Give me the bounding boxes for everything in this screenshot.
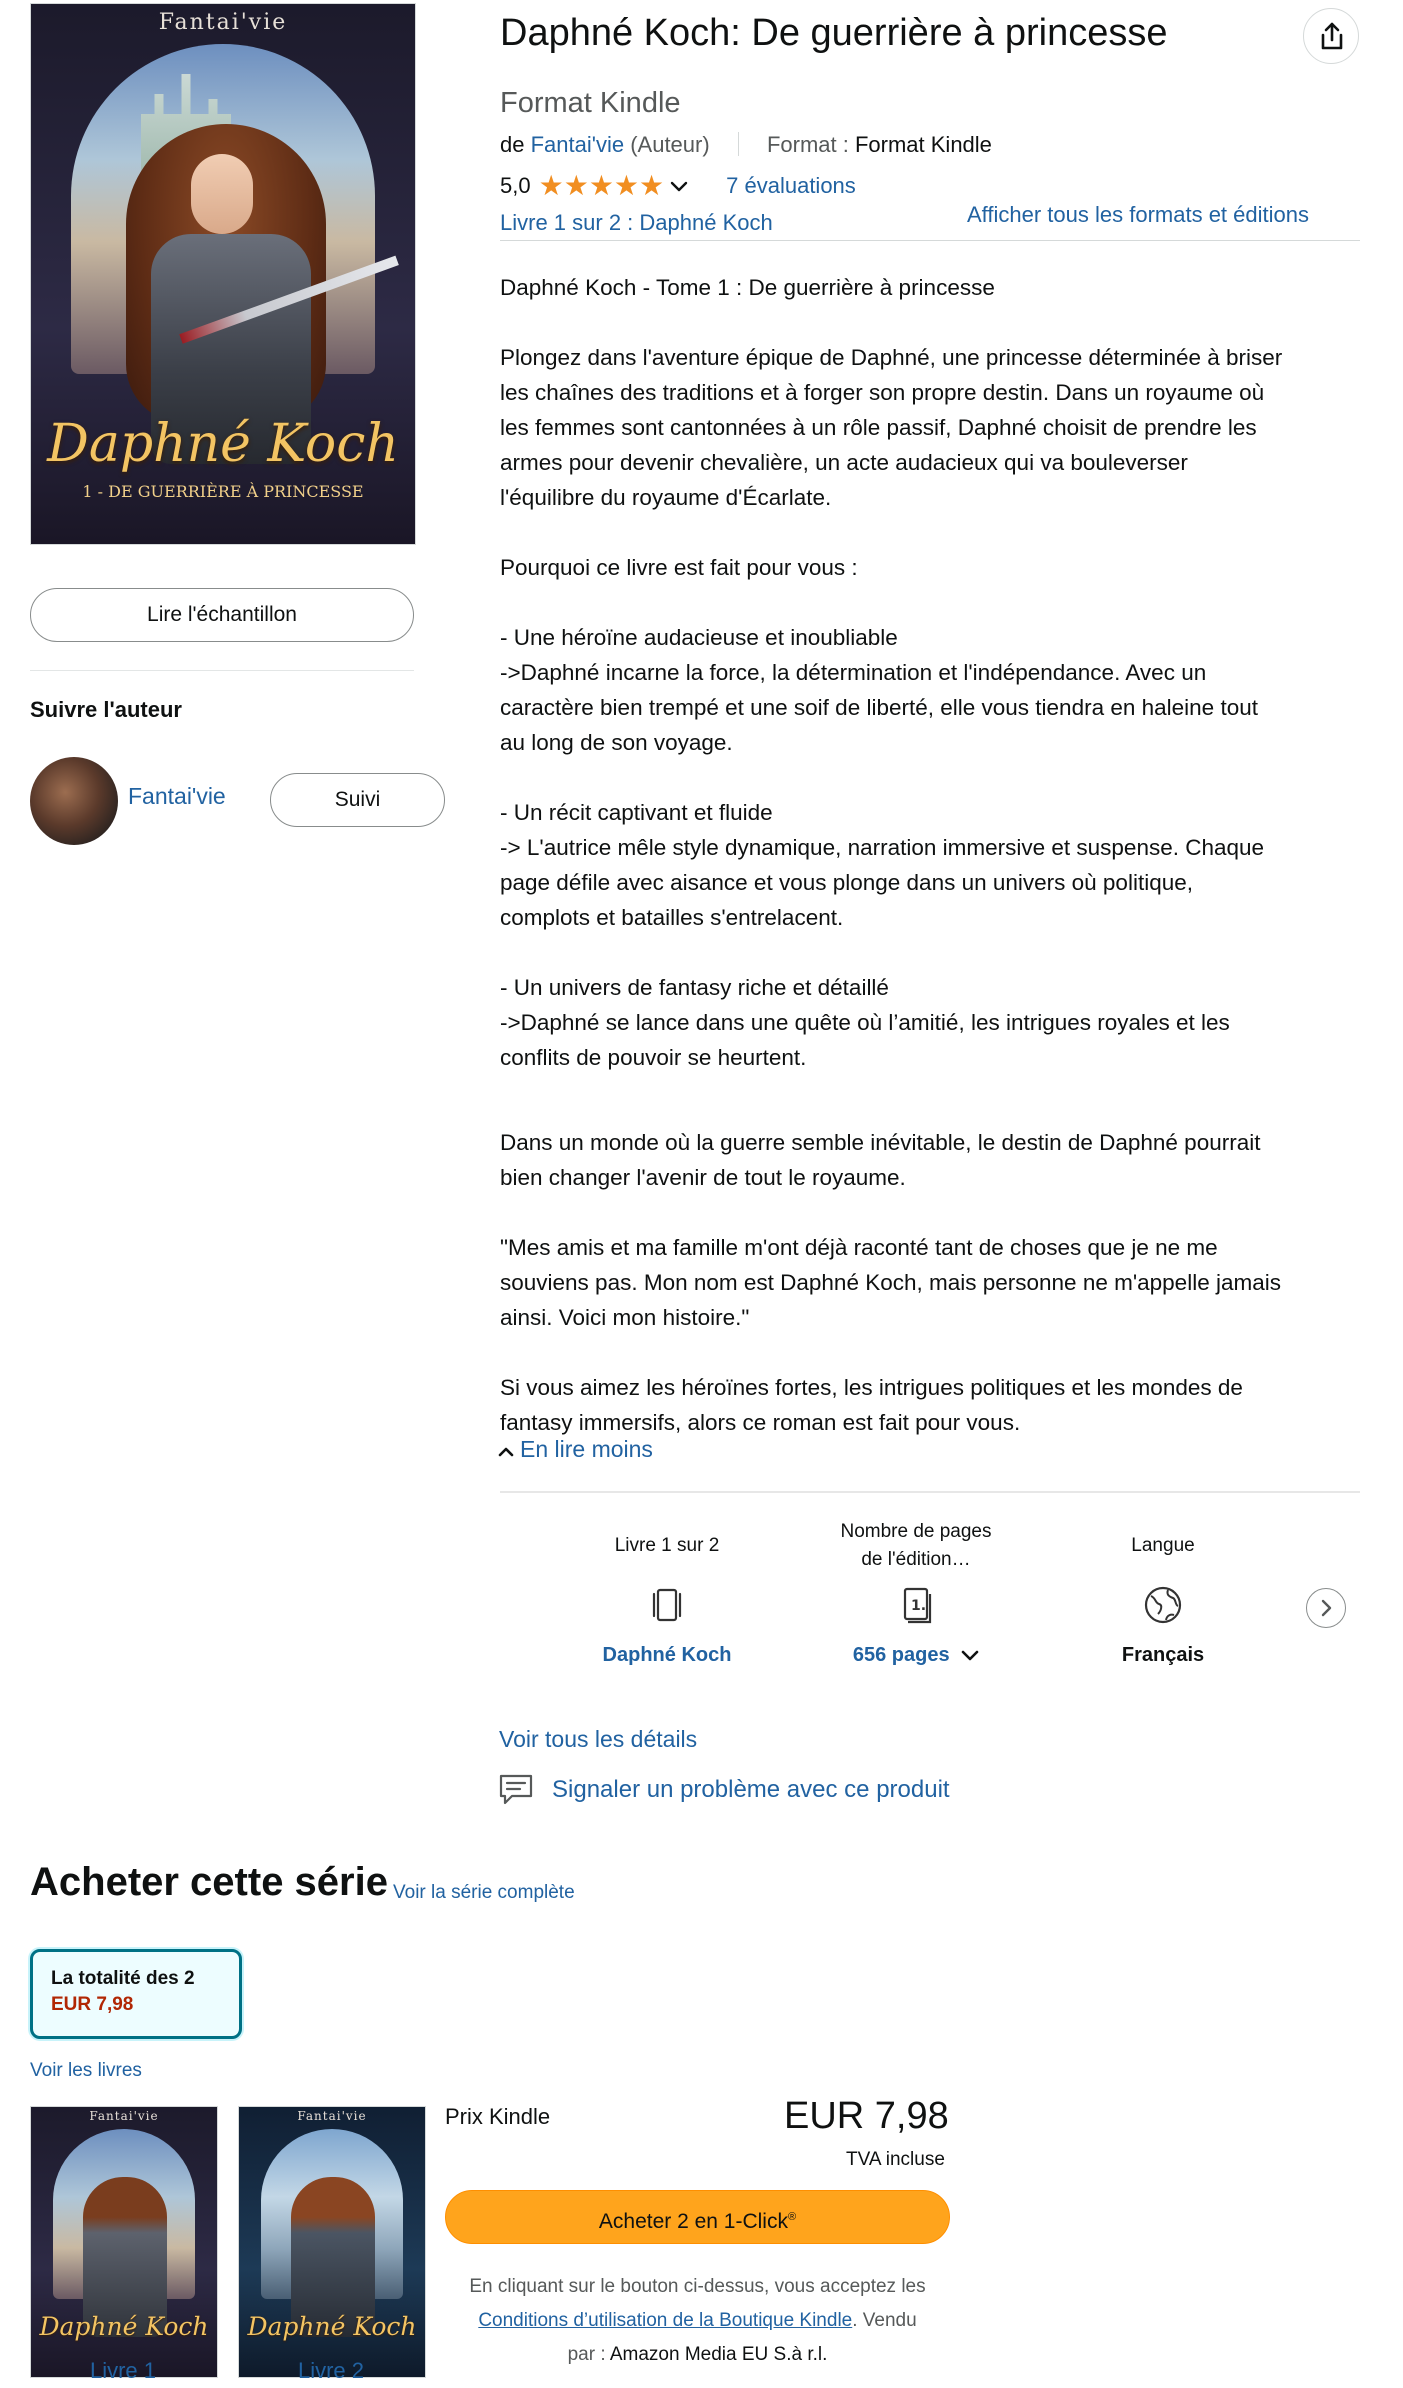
star-icon: ★ [538, 170, 564, 201]
star-icon: ★ [588, 170, 614, 201]
description-paragraph: Pourquoi ce livre est fait pour vous : [500, 555, 858, 580]
report-problem-link[interactable]: Signaler un problème avec ce produit [552, 1776, 950, 1803]
cover-title-text: Daphné Koch [247, 2312, 417, 2341]
svg-text:1.: 1. [911, 1598, 927, 1614]
buy-one-click-button[interactable] [445, 2190, 950, 2244]
divider [500, 1491, 1360, 1493]
chevron-down-icon[interactable] [670, 173, 688, 199]
see-all-details-link[interactable]: Voir tous les détails [499, 1726, 698, 1752]
follow-button[interactable]: Suivi [270, 773, 445, 827]
series-book-1-link[interactable]: Livre 1 [89, 2358, 157, 2383]
series-book-2-cover[interactable] [238, 2106, 426, 2378]
bundle-price: EUR 7,98 [51, 1994, 134, 2015]
series-book-1-cover[interactable] [30, 2106, 218, 2378]
chevron-right-icon [1319, 1599, 1333, 1617]
vat-note: TVA incluse [846, 2149, 945, 2170]
rating-row [500, 172, 856, 200]
cover-subtitle-text: 1 - DE GUERRIÈRE À PRINCESSE [82, 482, 364, 501]
purchase-terms [445, 2270, 950, 2372]
cover-brand-text: Fantai'vie [158, 10, 288, 35]
series-position-link[interactable]: Livre 1 sur 2 : Daphné Koch [500, 210, 773, 235]
byline-separator [738, 132, 739, 156]
seller-name: Amazon Media EU S.à r.l. [609, 2344, 828, 2365]
detail-label: Nombre de pages de l'édition… [840, 1521, 992, 1570]
view-books-link[interactable]: Voir les livres [30, 2060, 142, 2081]
cover-title-text: Daphné Koch [47, 414, 399, 474]
description-paragraph: "Mes amis et ma famille m'ont déjà raconté tant de choses que je ne me souviens pas. Mon nom est Daphné Koch, mais personne ne m'appelle jamais ainsi. Voici mon histoire." [500, 1235, 1281, 1330]
divider [500, 240, 1360, 241]
globe-icon [1053, 1580, 1273, 1630]
buy-button-label: Acheter 2 en 1-Click [598, 2210, 788, 2233]
byline-author-link[interactable]: Fantai'vie [530, 132, 625, 157]
description-paragraph: Dans un monde où la guerre semble inévitable, le destin de Daphné pourrait bien changer l'avenir de tout le royaume. [500, 1130, 1261, 1190]
format-label: Format : [766, 132, 849, 157]
author-name-link[interactable]: Fantai'vie [128, 783, 226, 809]
product-title: Daphné Koch: De guerrière à princesse [500, 12, 1168, 54]
series-icon [557, 1580, 777, 1630]
description-paragraph: - Un récit captivant et fluide -> L'autrice mêle style dynamique, narration immersive et suspense. Chaque page défile avec aisance et vous plonge dans un univers où politique, complots et batailles s'entrelacent. [500, 800, 1265, 930]
byline-author-role: (Auteur) [630, 132, 710, 157]
registered-mark: ® [787, 2211, 797, 2223]
price: EUR 7,98 [784, 2095, 949, 2137]
cover-brand-text: Fantai'vie [297, 2109, 367, 2123]
report-problem-row[interactable] [498, 1773, 950, 1807]
kindle-price-label: Prix Kindle [445, 2104, 551, 2129]
page-count-icon [806, 1580, 1026, 1630]
format-subtitle: Format Kindle [500, 87, 681, 119]
star-icon: ★ [639, 170, 665, 201]
carousel-next-button[interactable] [1306, 1588, 1346, 1628]
kindle-terms-link[interactable]: Conditions d’utilisation de la Boutique Kindle [478, 2310, 853, 2331]
chevron-up-icon [498, 1436, 514, 1463]
reviews-count-link[interactable]: 7 évaluations [726, 173, 856, 198]
read-less-label: En lire moins [520, 1436, 653, 1462]
series-book-2-link[interactable]: Livre 2 [297, 2358, 365, 2383]
byline [500, 132, 992, 158]
detail-value-series[interactable]: Daphné Koch [602, 1644, 732, 1666]
divider [30, 670, 414, 671]
share-button[interactable] [1303, 8, 1359, 64]
cover-face-art [191, 154, 253, 234]
detail-card-series[interactable] [557, 1518, 777, 1667]
read-less-link[interactable] [498, 1436, 653, 1463]
terms-mid: . Vendu [852, 2310, 917, 2331]
follow-author-heading: Suivre l'auteur [30, 697, 182, 722]
book-cover-image[interactable] [30, 3, 416, 545]
buy-series-heading: Acheter cette série [30, 1860, 388, 1904]
page-count-text: 656 pages [852, 1644, 950, 1666]
feedback-icon [498, 1773, 534, 1807]
see-full-series-link[interactable]: Voir la série complète [393, 1882, 575, 1903]
bundle-option-card[interactable] [30, 1949, 242, 2039]
terms-par: par : [567, 2344, 606, 2365]
description-paragraph: Daphné Koch - Tome 1 : De guerrière à princesse [500, 275, 995, 300]
book-description [500, 270, 1360, 1440]
share-icon [1318, 21, 1346, 51]
cover-brand-text: Fantai'vie [89, 2109, 159, 2123]
author-avatar[interactable] [30, 757, 118, 845]
detail-card-pages[interactable] [806, 1518, 1026, 1667]
description-paragraph: - Une héroïne audacieuse et inoubliable ->Daphné incarne la force, la détermination et l'indépendance. Avec un caractère bien trempé et une soif de liberté, elle vous tiendra en haleine tout au long de son voyage. [500, 625, 1258, 755]
detail-value-language: Français [1121, 1644, 1205, 1666]
detail-label: Langue [1131, 1535, 1195, 1556]
byline-prefix: de [500, 132, 525, 157]
description-paragraph: - Un univers de fantasy riche et détaillé ->Daphné se lance dans une quête où l’amitié, les intrigues royales et les conflits de pouvoir se heurtent. [500, 975, 1230, 1070]
terms-prefix: En cliquant sur le bouton ci-dessus, vous acceptez les [469, 2276, 926, 2297]
read-sample-button[interactable]: Lire l'échantillon [30, 588, 414, 642]
description-paragraph: Plongez dans l'aventure épique de Daphné, une princesse déterminée à briser les chaînes des traditions et à forger son propre destin. Dans un royaume où les femmes sont cantonnées à un rôle passif, Daphné choisit de prendre les armes pour devenir chevalière, un acte audacieux qui va bouleverser l'équilibre du royaume d'Écarlate. [500, 345, 1283, 510]
star-rating[interactable] [539, 172, 665, 200]
detail-label: Livre 1 sur 2 [614, 1535, 720, 1556]
format-value: Format Kindle [854, 132, 992, 157]
star-icon: ★ [613, 170, 640, 201]
star-icon: ★ [563, 170, 589, 201]
description-paragraph: Si vous aimez les héroïnes fortes, les intrigues politiques et les mondes de fantasy immersifs, alors ce roman est fait pour vous. [500, 1375, 1243, 1435]
cover-title-text: Daphné Koch [39, 2312, 209, 2341]
detail-card-language[interactable] [1053, 1518, 1273, 1667]
bundle-title: La totalité des 2 [51, 1968, 195, 1989]
chevron-down-icon [961, 1650, 979, 1662]
all-formats-link[interactable]: Afficher tous les formats et éditions [967, 202, 1309, 227]
detail-value-pages[interactable] [806, 1644, 1026, 1667]
rating-value: 5,0 [500, 173, 531, 198]
